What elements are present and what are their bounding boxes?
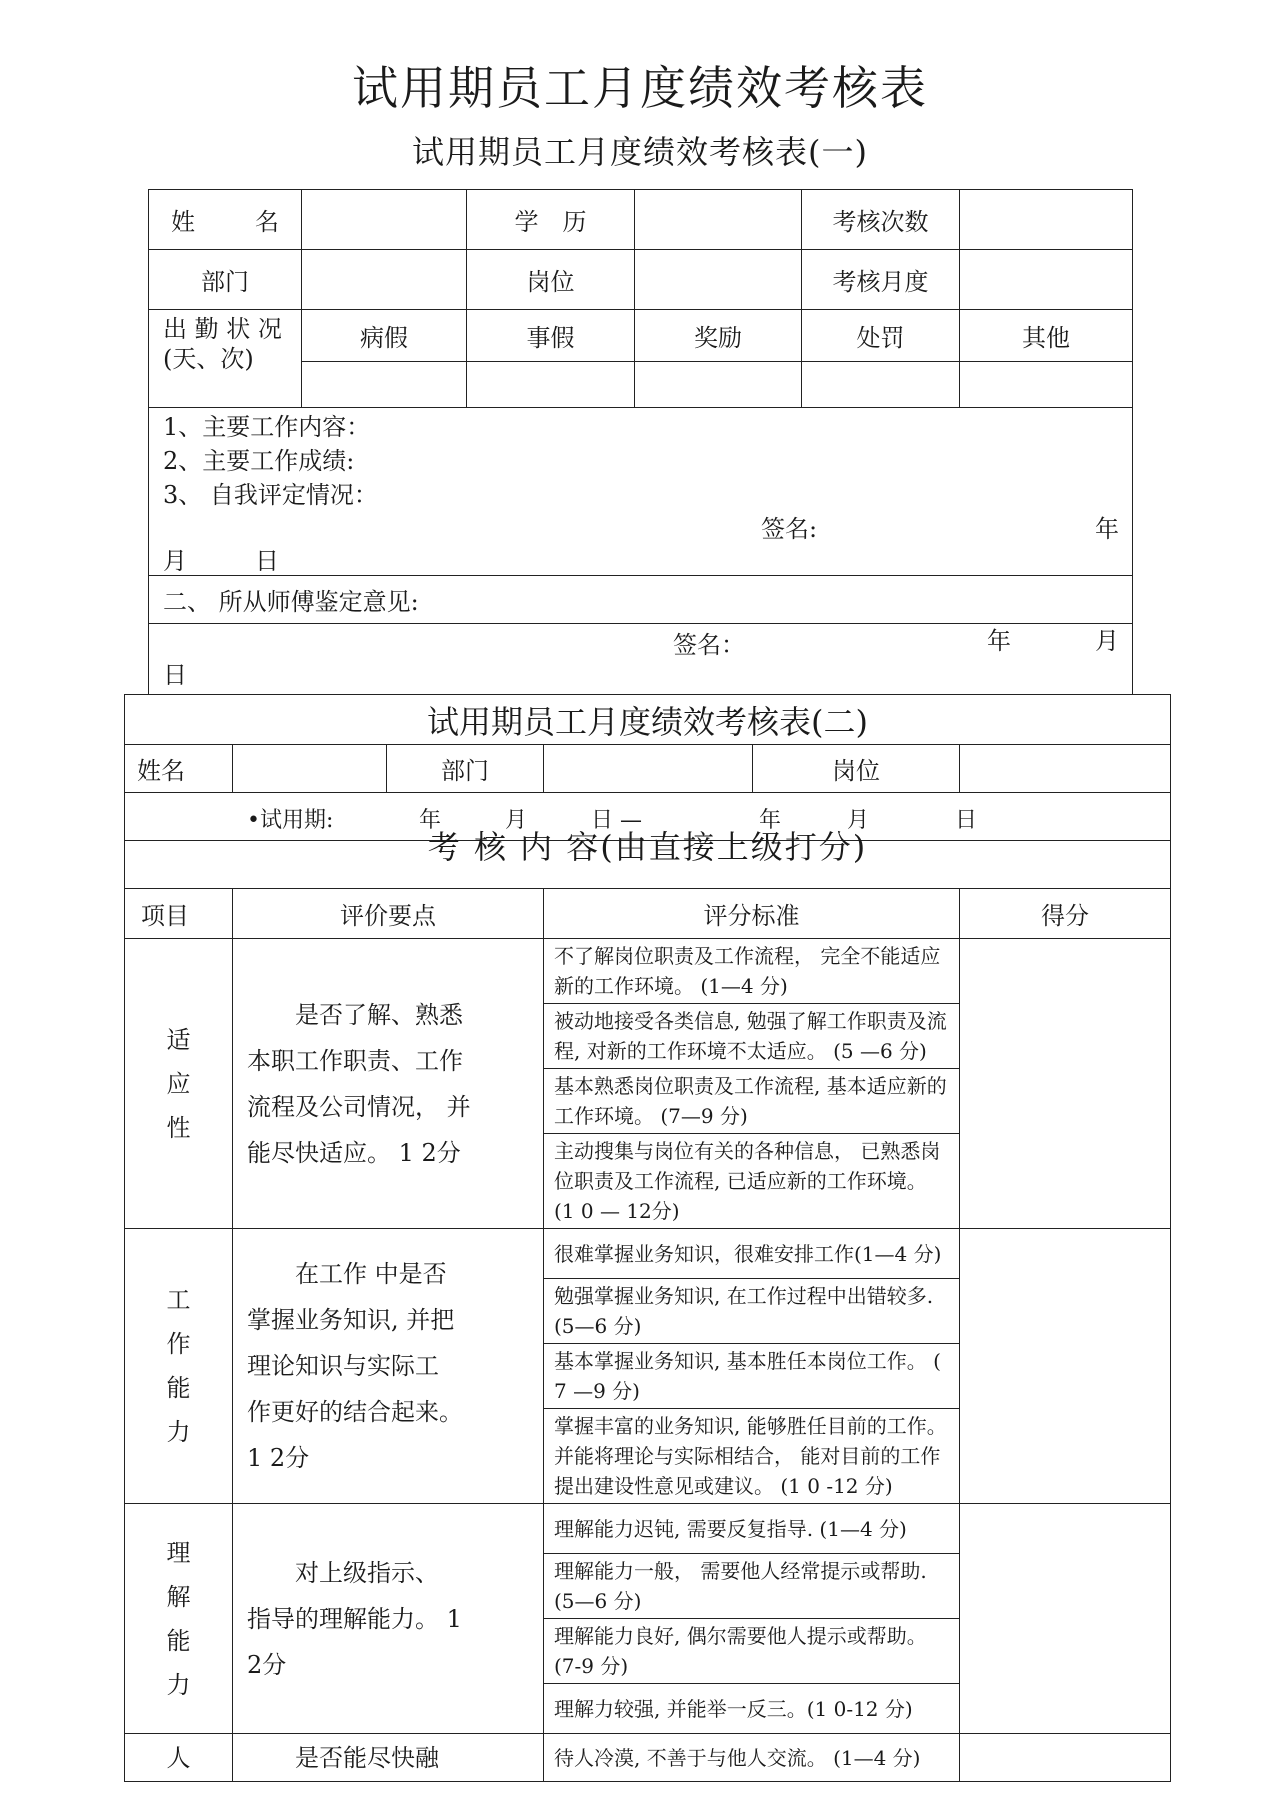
form2-name-value[interactable] (233, 745, 387, 793)
comprehension-key-points: 对上级指示、 指导的理解能力。 1 2分 (233, 1504, 544, 1734)
criteria-row: 基本熟悉岗位职责及工作流程, 基本适应新的工作环境。 (7—9 分) (544, 1069, 960, 1134)
department-value-cell[interactable] (302, 250, 467, 310)
other-header: 其他 (960, 310, 1133, 362)
work-content-item: 1、主要工作内容： (163, 413, 371, 441)
name-value-cell[interactable] (302, 190, 467, 250)
department-label: 部门 (149, 250, 302, 310)
trial-end-month: 月 (847, 808, 870, 833)
review-count-value-cell[interactable] (960, 190, 1133, 250)
work-ability-score[interactable] (960, 1229, 1171, 1504)
header-score: 得分 (960, 889, 1171, 939)
form2-dept-value[interactable] (544, 745, 753, 793)
criteria-row: 理解能力良好, 偶尔需要他人提示或帮助。(7-9 分) (544, 1619, 960, 1684)
category-work-ability: 工 作 能 力 (125, 1229, 233, 1504)
trial-start-day: 日 — (591, 808, 642, 833)
document-main-title: 试用期员工月度绩效考核表 (352, 61, 928, 115)
criteria-row: 理解力较强, 并能举一反三。(1 0-12 分) (544, 1684, 960, 1734)
form1-title: 试用期员工月度绩效考核表(一) (412, 133, 868, 171)
reward-value[interactable] (635, 362, 802, 408)
mentor-sign-cell[interactable] (149, 624, 1133, 698)
attendance-unit: (天、次) (163, 345, 254, 373)
education-label: 学 历 (467, 190, 635, 250)
interpersonal-key-points: 是否能尽快融 (233, 1734, 544, 1782)
form2-post-value[interactable] (960, 745, 1171, 793)
reward-header: 奖励 (635, 310, 802, 362)
penalty-header: 处罚 (802, 310, 960, 362)
mentor-sign-label: 签名： (673, 631, 745, 659)
criteria-row: 待人冷漠, 不善于与他人交流。 (1—4 分) (544, 1734, 960, 1782)
review-month-label: 考核月度 (802, 250, 960, 310)
self-sign-label: 签名: (761, 515, 818, 543)
category-adaptability: 适 应 性 (125, 939, 233, 1229)
trial-period-label: •试用期: (247, 808, 334, 833)
self-month-label: 月 (163, 547, 187, 575)
personal-leave-header: 事假 (467, 310, 635, 362)
category-interpersonal: 人 (125, 1734, 233, 1782)
trial-end-year: 年 (759, 808, 782, 833)
adaptability-score[interactable] (960, 939, 1171, 1229)
attendance-label-cell (149, 310, 302, 408)
comprehension-score[interactable] (960, 1504, 1171, 1734)
other-value[interactable] (960, 362, 1133, 408)
criteria-row: 主动搜集与岗位有关的各种信息， 已熟悉岗位职责及工作流程, 已适应新的工作环境。 (1 0 — 12分) (544, 1134, 960, 1229)
mentor-opinion-label-cell (149, 576, 1133, 624)
work-results-item: 2、主要工作成绩: (163, 447, 355, 475)
self-year-label: 年 (1095, 515, 1119, 543)
review-count-label: 考核次数 (802, 190, 960, 250)
mentor-day-label: 日 (163, 661, 187, 689)
post-label: 岗位 (467, 250, 635, 310)
criteria-row: 理解能力一般， 需要他人经常提示或帮助. (5—6 分) (544, 1554, 960, 1619)
criteria-row: 基本掌握业务知识, 基本胜任本岗位工作。 ( 7 —9 分) (544, 1344, 960, 1409)
mentor-month-label: 月 (1095, 627, 1119, 655)
criteria-row: 不了解岗位职责及工作流程， 完全不能适应新的工作环境。 (1—4 分) (544, 939, 960, 1004)
form2-post-label: 岗位 (753, 745, 960, 793)
form2-title: 试用期员工月度绩效考核表(二) (125, 695, 1171, 745)
form1-table (148, 189, 1133, 698)
form2-name-label: 姓名 (125, 745, 233, 793)
header-criteria: 评分标准 (544, 889, 960, 939)
trial-period-row[interactable] (125, 793, 1171, 841)
mentor-year-label: 年 (987, 627, 1011, 655)
criteria-row: 勉强掌握业务知识, 在工作过程中出错较多. (5—6 分) (544, 1279, 960, 1344)
header-key-points: 评价要点 (233, 889, 544, 939)
review-month-value-cell[interactable] (960, 250, 1133, 310)
attendance-label: 出 勤 状 况 (163, 315, 282, 343)
sick-leave-value[interactable] (302, 362, 467, 408)
mentor-opinion-label: 二、 所从师傅鉴定意见: (163, 588, 419, 616)
education-value-cell[interactable] (635, 190, 802, 250)
criteria-row: 被动地接受各类信息, 勉强了解工作职责及流程, 对新的工作环境不太适应。 (5 —6 分) (544, 1004, 960, 1069)
name-label: 姓 名 (149, 190, 302, 250)
form2-dept-label: 部门 (387, 745, 544, 793)
trial-start-year: 年 (419, 808, 442, 833)
criteria-row: 掌握丰富的业务知识, 能够胜任目前的工作。并能将理论与实际相结合， 能对目前的工作提出建设性意见或建议。 (1 0 -12 分) (544, 1409, 960, 1504)
category-comprehension: 理 解 能 力 (125, 1504, 233, 1734)
trial-end-day: 日 (955, 808, 978, 833)
interpersonal-score[interactable] (960, 1734, 1171, 1782)
self-assessment-cell[interactable] (149, 408, 1133, 576)
self-day-label: 日 (255, 547, 279, 575)
criteria-row: 很难掌握业务知识，很难安排工作(1—4 分) (544, 1229, 960, 1279)
adaptability-key-points: 是否了解、熟悉 本职工作职责、工作 流程及公司情况， 并 能尽快适应。 1 2分 (233, 939, 544, 1229)
personal-leave-value[interactable] (467, 362, 635, 408)
self-evaluation-item: 3、 自我评定情况： (163, 481, 378, 509)
trial-start-month: 月 (505, 808, 528, 833)
work-ability-key-points: 在工作 中是否 掌握业务知识, 并把 理论知识与实际工 作更好的结合起来。 1 2分 (233, 1229, 544, 1504)
sick-leave-header: 病假 (302, 310, 467, 362)
header-item: 项目 (125, 889, 233, 939)
penalty-value[interactable] (802, 362, 960, 408)
criteria-row: 理解能力迟钝, 需要反复指导. (1—4 分) (544, 1504, 960, 1554)
post-value-cell[interactable] (635, 250, 802, 310)
form2-table (124, 694, 1171, 1782)
assessment-section-title: 考 核 内 容(由直接上级打分) (125, 841, 1171, 889)
